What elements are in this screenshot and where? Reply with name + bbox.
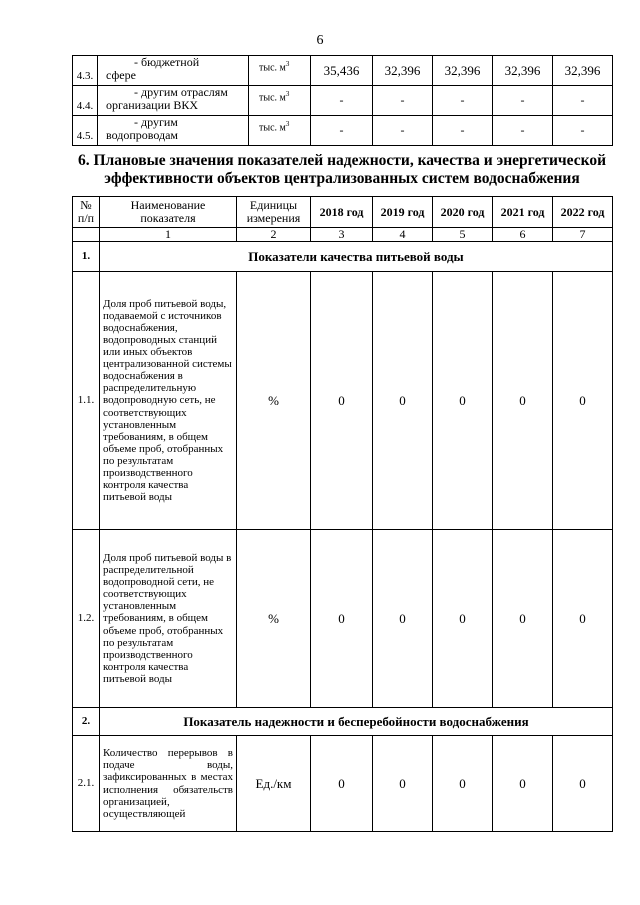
- row-number: 4.5.: [73, 116, 98, 146]
- section-heading: Показатели качества питьевой воды: [100, 242, 613, 272]
- index-cell: 3: [311, 228, 373, 242]
- value-cell: -: [433, 86, 493, 116]
- page-number: 6: [316, 33, 324, 48]
- header-name: Наименование показателя: [100, 197, 237, 228]
- value-cell: -: [433, 116, 493, 146]
- section-row: [73, 708, 613, 736]
- value-cell: -: [311, 86, 373, 116]
- row-number: 2.1.: [73, 736, 100, 832]
- row-number: 4.4.: [73, 86, 98, 116]
- row-label: - бюджетной сфере: [98, 56, 249, 86]
- value-cell: 32,396: [553, 56, 613, 86]
- value-cell: 0: [493, 530, 553, 708]
- header-num: № п/п: [73, 197, 100, 228]
- row-number: 1.1.: [73, 272, 100, 530]
- indicator-description: Доля проб питьевой воды в распределительной водопроводной сети, не соответствующих установленным требованиям, в общем объеме проб, отобранных по результатам производственного контроля качества питьевой воды: [100, 530, 237, 708]
- value-cell: 0: [311, 736, 373, 832]
- value-cell: 0: [553, 736, 613, 832]
- index-cell: 7: [553, 228, 613, 242]
- table-row: [73, 530, 613, 708]
- unit-cell: %: [237, 272, 311, 530]
- value-cell: 32,396: [433, 56, 493, 86]
- row-number: 4.3.: [73, 56, 98, 86]
- value-cell: 0: [373, 736, 433, 832]
- index-cell: 4: [373, 228, 433, 242]
- value-cell: -: [493, 116, 553, 146]
- upper-table: [72, 55, 613, 146]
- indicator-description: Доля проб питьевой воды, подаваемой с источников водоснабжения, водопроводных станций или иных объектов централизованной системы водоснабжения в распределительную водопроводную сеть, не соответствующих установленным требованиям, в общем объеме проб, отобранных по результатам производственного контроля качества питьевой воды: [100, 272, 237, 530]
- value-cell: 0: [433, 736, 493, 832]
- header-year: 2018 год: [311, 197, 373, 228]
- value-cell: 0: [433, 530, 493, 708]
- table-row: [73, 116, 613, 146]
- value-cell: 0: [373, 272, 433, 530]
- index-cell: [73, 228, 100, 242]
- index-row: [73, 228, 613, 242]
- index-cell: 5: [433, 228, 493, 242]
- header-year: 2019 год: [373, 197, 433, 228]
- value-cell: 0: [493, 272, 553, 530]
- index-cell: 6: [493, 228, 553, 242]
- section-number: 1.: [73, 242, 100, 272]
- value-cell: 35,436: [311, 56, 373, 86]
- indicator-description: Количество перерывов в подаче воды, зафиксированных в местах исполнения обязательств организацией, осуществляющей: [100, 736, 237, 832]
- value-cell: 0: [311, 272, 373, 530]
- section-heading: Показатель надежности и бесперебойности водоснабжения: [100, 708, 613, 736]
- unit-cell: %: [237, 530, 311, 708]
- value-cell: 0: [433, 272, 493, 530]
- row-number: 1.2.: [73, 530, 100, 708]
- table-row: [73, 736, 613, 832]
- value-cell: 0: [311, 530, 373, 708]
- section-number: 2.: [73, 708, 100, 736]
- unit-cell: тыс. $м^3$: [249, 86, 311, 116]
- table-header: [73, 197, 613, 228]
- header-year: 2020 год: [433, 197, 493, 228]
- value-cell: -: [493, 86, 553, 116]
- table-row: [73, 86, 613, 116]
- value-cell: -: [311, 116, 373, 146]
- value-cell: 32,396: [373, 56, 433, 86]
- table-row: [73, 272, 613, 530]
- header-year: 2021 год: [493, 197, 553, 228]
- value-cell: 0: [493, 736, 553, 832]
- unit-cell: тыс. $м^3$: [249, 56, 311, 86]
- value-cell: -: [373, 86, 433, 116]
- index-cell: 2: [237, 228, 311, 242]
- value-cell: -: [373, 116, 433, 146]
- value-cell: -: [553, 86, 613, 116]
- value-cell: 32,396: [493, 56, 553, 86]
- section-row: [73, 242, 613, 272]
- value-cell: 0: [373, 530, 433, 708]
- unit-cell: Ед./км: [237, 736, 311, 832]
- header-unit: Единицы измерения: [237, 197, 311, 228]
- value-cell: 0: [553, 530, 613, 708]
- indicators-table: [72, 196, 613, 832]
- row-label: - другим водопроводам: [98, 116, 249, 146]
- section-title: 6. Плановые значения показателей надежности, качества и энергетической эффективности объектов централизованных систем водоснабжения: [77, 152, 607, 187]
- header-year: 2022 год: [553, 197, 613, 228]
- table-row: [73, 56, 613, 86]
- index-cell: 1: [100, 228, 237, 242]
- unit-cell: тыс. $м^3$: [249, 116, 311, 146]
- value-cell: -: [553, 116, 613, 146]
- row-label: - другим отраслям организации ВКХ: [98, 86, 249, 116]
- value-cell: 0: [553, 272, 613, 530]
